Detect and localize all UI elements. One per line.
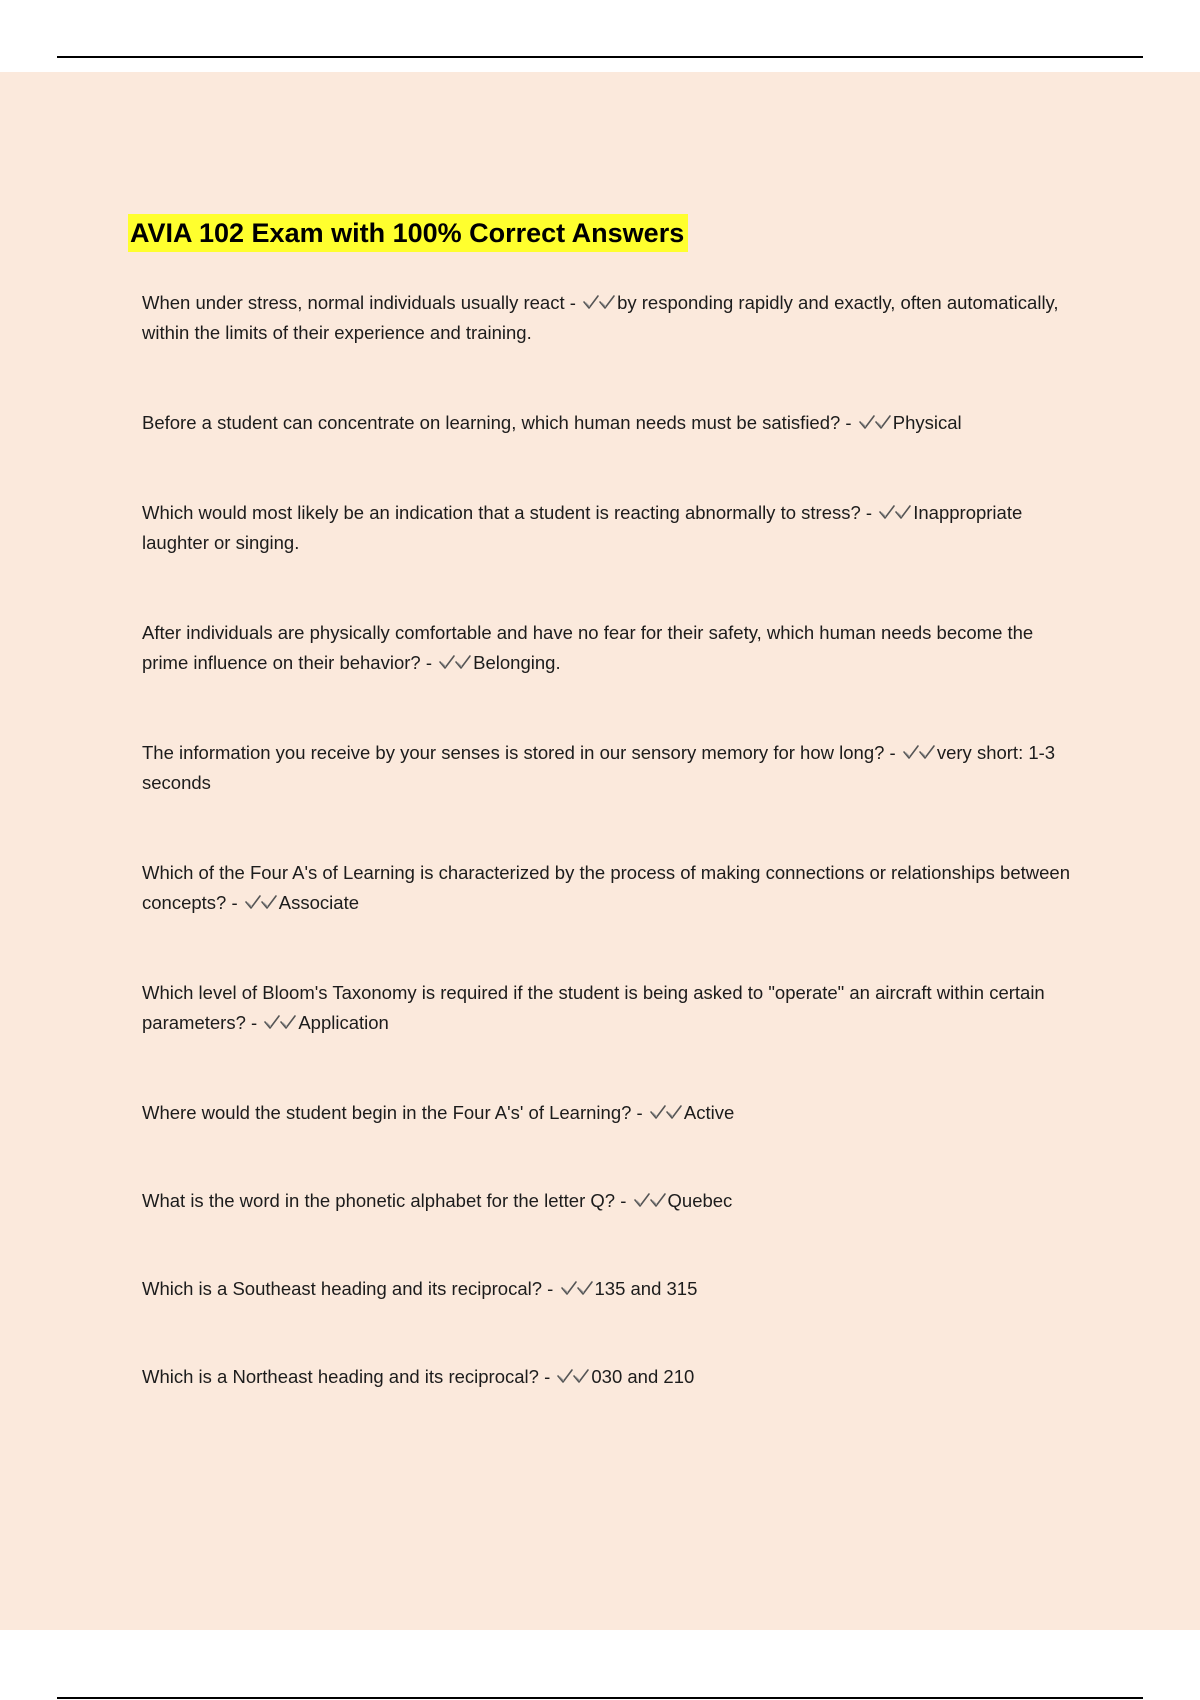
question-text: Which is a Southeast heading and its reciprocal?	[142, 1278, 543, 1299]
question-text: Which of the Four A's of Learning is characterized by the process of making connections or relationships between concepts?	[142, 862, 1070, 913]
double-check-icon	[878, 503, 912, 521]
question-text: After individuals are physically comfortable and have no fear for their safety, which human needs become the prime influence on their behavior?	[142, 622, 1034, 673]
answer-text: Application	[298, 1012, 389, 1033]
double-check-icon	[560, 1279, 594, 1297]
separator: -	[420, 652, 438, 673]
qa-item	[142, 1362, 1077, 1392]
question-text: Which would most likely be an indication that a student is reacting abnormally to stress?	[142, 502, 861, 523]
qa-item	[142, 1274, 1077, 1304]
answer-text: by responding rapidly and exactly, often automatically, within the limits of their experience and training.	[142, 292, 1059, 343]
qa-item	[142, 408, 1077, 438]
document-title: AVIA 102 Exam with 100% Correct Answers	[128, 214, 688, 252]
double-check-icon	[556, 1367, 590, 1385]
answer-text: Physical	[892, 412, 962, 433]
separator: -	[631, 1102, 648, 1123]
question-text: The information you receive by your senses is stored in our sensory memory for how long?	[142, 742, 885, 763]
qa-item	[142, 738, 1077, 798]
qa-list	[142, 288, 1077, 1450]
answer-text: Associate	[278, 892, 360, 913]
separator: -	[860, 502, 878, 523]
answer-text: Active	[683, 1102, 735, 1123]
double-check-icon	[582, 293, 616, 311]
separator: -	[542, 1278, 559, 1299]
double-check-icon	[244, 893, 278, 911]
answer-text: Belonging.	[473, 652, 561, 673]
separator: -	[245, 1012, 263, 1033]
answer-text: Quebec	[667, 1190, 733, 1211]
separator: -	[884, 742, 901, 763]
qa-item	[142, 498, 1077, 558]
double-check-icon	[438, 653, 472, 671]
separator: -	[840, 412, 857, 433]
separator: -	[538, 1366, 556, 1387]
question-text: Where would the student begin in the Four A's' of Learning?	[142, 1102, 632, 1123]
double-check-icon	[263, 1013, 297, 1031]
separator: -	[226, 892, 243, 913]
answer-text: very short: 1-3 seconds	[142, 742, 1056, 793]
qa-item	[142, 1186, 1077, 1216]
question-text: When under stress, normal individuals usually react	[142, 292, 565, 313]
answer-text: 030 and 210	[591, 1366, 695, 1387]
question-text: Which level of Bloom's Taxonomy is required if the student is being asked to "operate" an aircraft within certain parameters?	[142, 982, 1045, 1033]
qa-item	[142, 288, 1077, 348]
top-rule	[57, 56, 1143, 58]
double-check-icon	[649, 1103, 683, 1121]
double-check-icon	[633, 1191, 667, 1209]
qa-item	[142, 978, 1077, 1038]
double-check-icon	[858, 413, 892, 431]
bottom-rule	[57, 1697, 1143, 1699]
question-text: Before a student can concentrate on learning, which human needs must be satisfied?	[142, 412, 841, 433]
double-check-icon	[902, 743, 936, 761]
question-text: What is the word in the phonetic alphabet for the letter Q?	[142, 1190, 616, 1211]
qa-item	[142, 1098, 1077, 1128]
answer-text: 135 and 315	[594, 1278, 698, 1299]
qa-item	[142, 618, 1077, 678]
question-text: Which is a Northeast heading and its reciprocal?	[142, 1366, 539, 1387]
answer-text: Inappropriate laughter or singing.	[142, 502, 1023, 553]
separator: -	[564, 292, 582, 313]
qa-item	[142, 858, 1077, 918]
separator: -	[615, 1190, 632, 1211]
